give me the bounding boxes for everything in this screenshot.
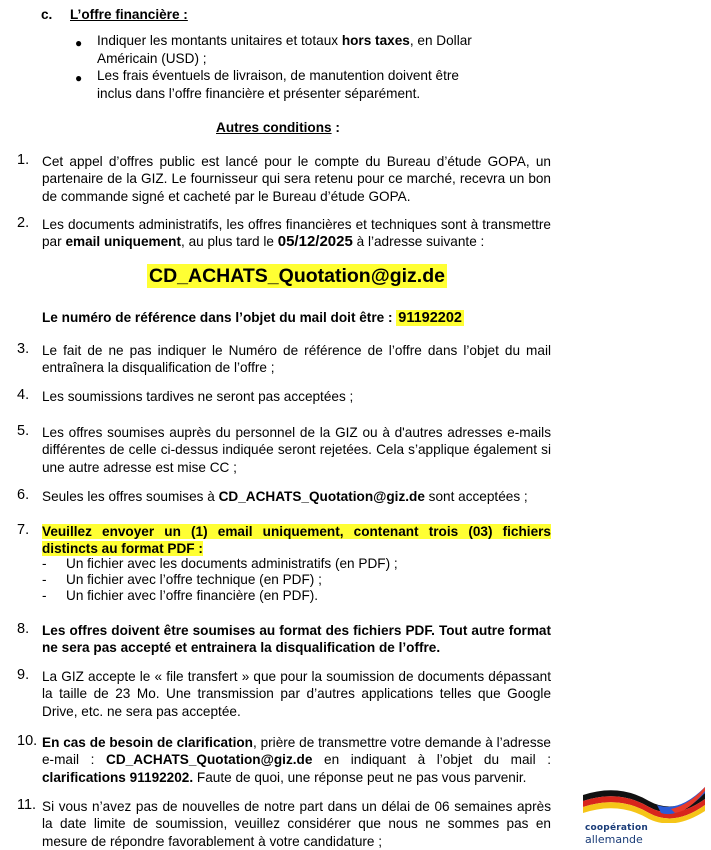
item-text: Les documents administratifs, les offres financières et techniques sont à transmettre par email uniquement, au plus tard le 05/12/2025 à l’adresse suivante : bbox=[42, 217, 551, 251]
item-text: Le fait de ne pas indiquer le Numéro de référence de l’offre dans l’objet du mail entraînera la disqualification de l’offre ; bbox=[42, 343, 551, 376]
bullet-item: Indiquer les montants unitaires et totaux hors taxes, en Dollar Américain (USD) ; bbox=[97, 33, 472, 66]
dash-marker: - bbox=[42, 556, 47, 571]
item-number: 8. bbox=[17, 621, 30, 637]
section-heading: L’offre financière : bbox=[70, 7, 188, 22]
item-text: Les offres doivent être soumises au format des fichiers PDF. Tout autre format ne sera pas accepté et entrainera la disqualification de l’offre. bbox=[42, 623, 551, 656]
item-number: 11. bbox=[17, 797, 37, 813]
item-text: Les soumissions tardives ne seront pas acceptées ; bbox=[42, 389, 354, 404]
logo-line1: coopération bbox=[585, 823, 648, 833]
cooperation-allemande-logo bbox=[579, 783, 709, 847]
item-number: 5. bbox=[17, 423, 30, 439]
pdf-file-item: Un fichier avec l’offre financière (en PDF). bbox=[66, 588, 319, 603]
item-number: 10. bbox=[17, 733, 38, 749]
dash-marker: - bbox=[42, 588, 47, 603]
item-number: 3. bbox=[17, 341, 30, 357]
item-number: 7. bbox=[17, 522, 30, 538]
item-text: Les offres soumises auprès du personnel de la GIZ ou à d'autres adresses e-mails différentes de celle ci-dessus indiquée seront rejetées. Cela s’applique également si une autre adresse est mise CC ; bbox=[42, 425, 551, 475]
item-number: 2. bbox=[17, 215, 30, 231]
item-number: 4. bbox=[17, 387, 30, 403]
item-text: Cet appel d’offres public est lancé pour le compte du Bureau d’étude GOPA, un partenaire de la GIZ. Le fournisseur qui sera retenu pour ce marché, recevra un bon de commande signé et cacheté par le Bureau d’étude GOPA. bbox=[42, 154, 551, 204]
pdf-file-item: Un fichier avec les documents administratifs (en PDF) ; bbox=[66, 556, 398, 571]
bullet-item: Les frais éventuels de livraison, de manutention doivent être inclus dans l’offre financière et présenter séparément. bbox=[97, 68, 459, 101]
section-letter: c. bbox=[41, 7, 53, 22]
item-text: Seules les offres soumises à CD_ACHATS_Quotation@giz.de sont acceptées ; bbox=[42, 489, 528, 504]
logo-line2: allemande bbox=[585, 833, 643, 846]
bullet-icon: ● bbox=[75, 36, 83, 50]
bullet-icon: ● bbox=[75, 71, 83, 85]
item-number: 9. bbox=[17, 667, 30, 683]
item-text: Veuillez envoyer un (1) email uniquement, contenant trois (03) fichiers distincts au format PDF : bbox=[42, 524, 551, 557]
item-text: Si vous n’avez pas de nouvelles de notre part dans un délai de 06 semaines après la date limite de soumission, veuillez considérer que nous ne sommes pas en mesure de répondre favorablement à votre candidature ; bbox=[42, 799, 551, 849]
item-number: 1. bbox=[17, 152, 30, 168]
item-number: 6. bbox=[17, 487, 30, 503]
reference-line: Le numéro de référence dans l’objet du mail doit être : 91192202 bbox=[42, 310, 462, 326]
flag-ribbon-icon bbox=[579, 783, 709, 823]
item-text: La GIZ accepte le « file transfert » que pour la soumission de documents dépassant la taille de 23 Mo. Une transmission par d’autres applications telles que Google Drive, etc. ne sera pas acceptée. bbox=[42, 669, 551, 719]
email-address: CD_ACHATS_Quotation@giz.de bbox=[149, 265, 445, 287]
pdf-file-item: Un fichier avec l’offre technique (en PDF) ; bbox=[66, 572, 322, 587]
item-text: En cas de besoin de clarification, prière de transmettre votre demande à l’adresse e-mail : CD_ACHATS_Quotation@giz.de en indiquant à l’objet du mail : clarifications 91192202. Faute de quoi, une réponse peut ne pas vous parvenir. bbox=[42, 735, 551, 785]
dash-marker: - bbox=[42, 572, 47, 587]
other-conditions-heading: Autres conditions : bbox=[216, 120, 340, 135]
